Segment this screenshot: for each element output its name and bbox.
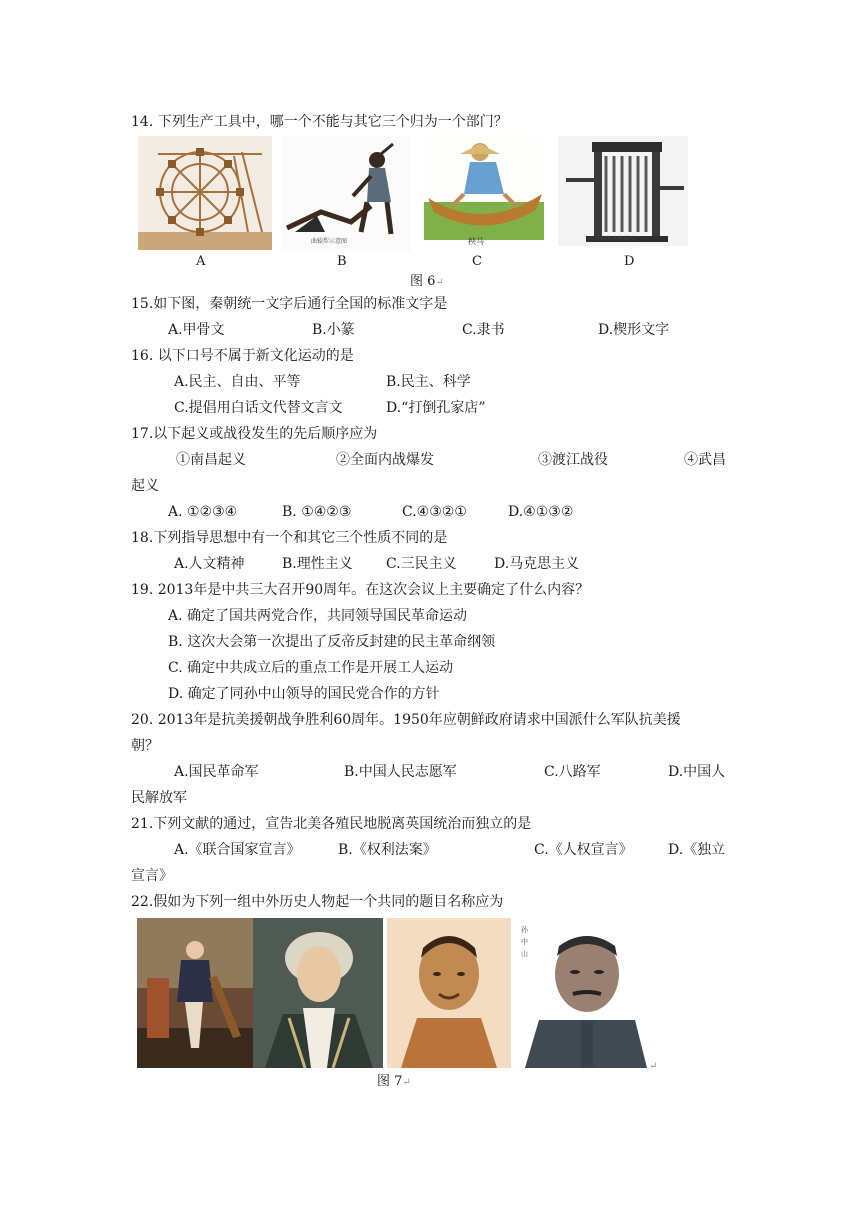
q18-option-a: A.人文精神: [174, 556, 245, 572]
q21-option-c: C.《人权宣言》: [534, 842, 633, 858]
q15-option-b: B.小篆: [312, 322, 355, 338]
q17-event-4: ④武昌: [684, 452, 726, 468]
q16-option-c: C.提倡用白话文代替文言文: [174, 400, 343, 416]
question-18: 18.下列指导思想中有一个和其它三个性质不同的是: [131, 530, 448, 546]
q17-option-a: A. ①②③④: [168, 504, 238, 520]
q17-option-c: C.④③②①: [402, 504, 467, 520]
question-22: 22.假如为下列一组中外历史人物起一个共同的题目名称应为: [131, 894, 504, 910]
svg-text:中: 中: [521, 938, 528, 946]
q17-event-3: ③渡江战役: [538, 452, 608, 468]
question-16: 16. 以下口号不属于新文化运动的是: [131, 348, 354, 364]
portrait-chinese-man: [387, 918, 511, 1068]
q17-event-cont: 起义: [131, 478, 159, 494]
q20-option-a: A.国民革命军: [174, 764, 259, 780]
svg-text:孙: 孙: [521, 926, 528, 934]
q21-option-a: A.《联合国家宣言》: [174, 842, 301, 858]
q16-option-d: D.“打倒孔家店”: [386, 400, 486, 416]
water-wheel-image: [138, 136, 272, 250]
q21-option-b: B.《权利法案》: [338, 842, 437, 858]
option-label-d: D: [624, 254, 635, 269]
question-14: 14. 下列生产工具中，哪一个不能与其它三个归为一个部门？: [131, 114, 508, 130]
figure-7-caption: 图 7↵: [377, 1074, 411, 1089]
q19-option-d: D. 确定了同孙中山领导的国民党合作的方针: [168, 686, 440, 702]
question-17: 17.以下起义或战役发生的先后顺序应为: [131, 426, 378, 442]
return-mark: ↵: [649, 1061, 658, 1072]
seedling-caption: 秧马: [468, 237, 484, 246]
q20-option-c: C.八路军: [544, 764, 601, 780]
q20-option-d: D.中国人: [668, 764, 726, 780]
option-label-c: C: [472, 254, 482, 269]
portrait-washington: [137, 918, 253, 1068]
q19-option-a: A. 确定了国共两党合作，共同领导国民革命运动: [168, 608, 468, 624]
portrait-sun-yat-sen: [515, 918, 647, 1068]
q17-option-d: D.④①③②: [508, 504, 574, 520]
cotton-gin-image: [558, 136, 688, 246]
plough-caption: 曲辕犁示意图: [311, 238, 348, 245]
question-15: 15.如下图，秦朝统一文字后通行全国的标准文字是: [131, 296, 448, 312]
q21-option-d: D.《独立: [668, 842, 726, 858]
question-19: 19. 2013年是中共三大召开90周年。在这次会议上主要确定了什么内容？: [131, 582, 590, 598]
portrait-robespierre: [253, 918, 383, 1068]
cotton-gin-caption: 西周晚的木棉搅车: [588, 236, 637, 243]
q19-option-b: B. 这次大会第一次提出了反帝反封建的民主革命纲领: [168, 634, 496, 650]
q16-option-a: A.民主、自由、平等: [174, 374, 301, 390]
q20-option-b: B.中国人民志愿军: [344, 764, 457, 780]
q20-option-cont: 民解放军: [131, 790, 187, 806]
option-label-a: A: [196, 254, 206, 269]
q15-option-a: A.甲骨文: [168, 322, 225, 338]
question-20-cont: 朝？: [131, 738, 159, 754]
q19-option-c: C. 确定中共成立后的重点工作是开展工人运动: [168, 660, 454, 676]
q17-option-b: B. ①④②③: [282, 504, 352, 520]
q15-option-c: C.隶书: [462, 322, 505, 338]
svg-text:山: 山: [521, 950, 528, 958]
question-20: 20. 2013年是抗美援朝战争胜利60周年。1950年应朝鲜政府请求中国派什么军队抗美援: [131, 712, 681, 728]
q18-option-c: C.三民主义: [386, 556, 457, 572]
q18-option-d: D.马克思主义: [494, 556, 580, 572]
q17-event-1: ①南昌起义: [176, 452, 246, 468]
plough-image: [281, 136, 411, 252]
question-21: 21.下列文献的通过，宣告北美各殖民地脱离英国统治而独立的是: [131, 816, 532, 832]
q16-option-b: B.民主、科学: [386, 374, 471, 390]
q21-option-cont: 宣言》: [131, 868, 173, 884]
option-label-b: B: [337, 254, 347, 269]
figure-6-caption: 图 6↵: [410, 274, 444, 289]
seedling-horse-image: [424, 136, 544, 246]
q17-event-2: ②全面内战爆发: [336, 452, 434, 468]
q15-option-d: D.楔形文字: [598, 322, 670, 338]
q18-option-b: B.理性主义: [282, 556, 353, 572]
